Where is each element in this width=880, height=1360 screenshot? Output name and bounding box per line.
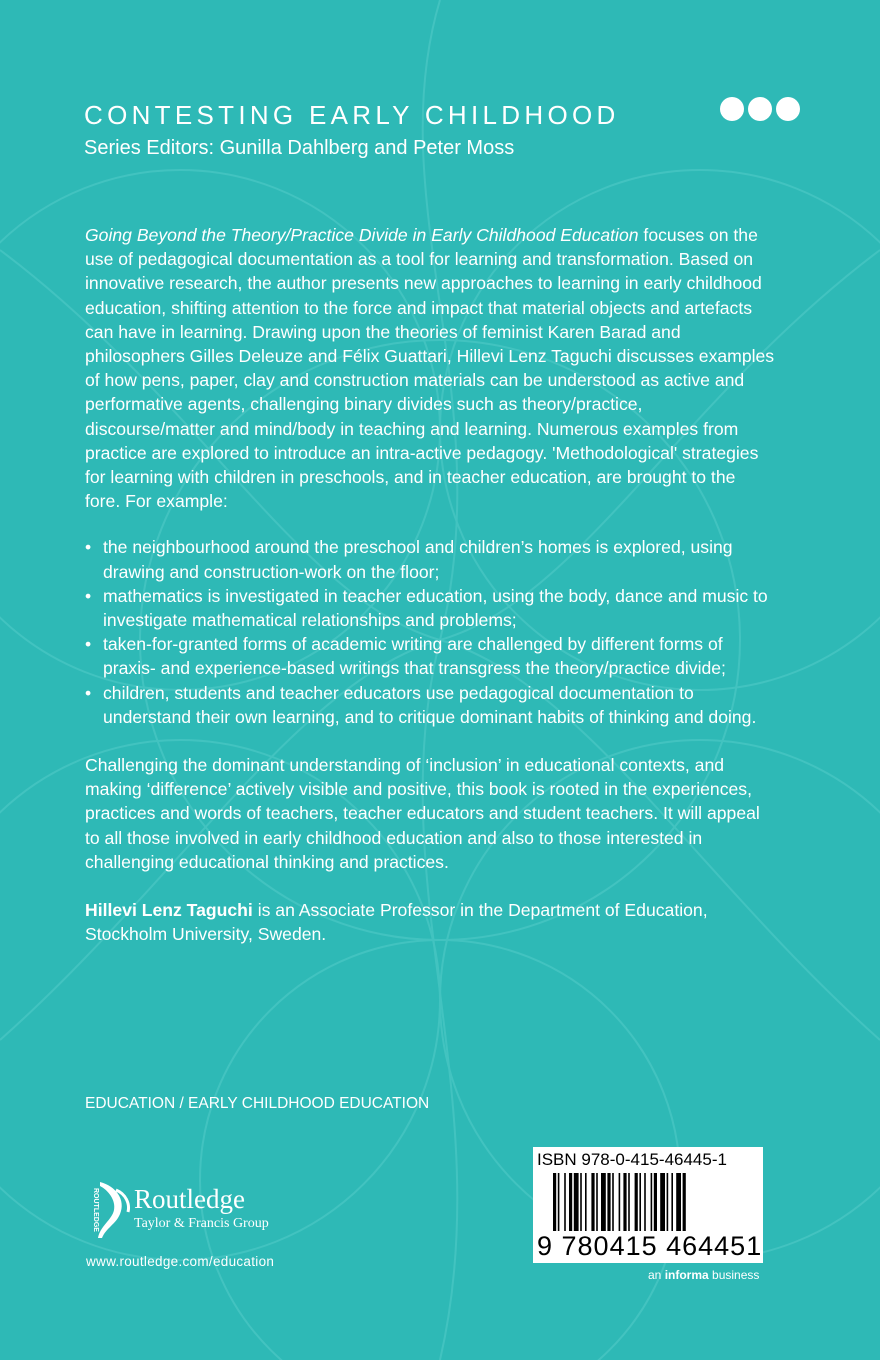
barcode-bar	[676, 1173, 681, 1231]
publisher-name: Routledge	[134, 1184, 245, 1214]
list-item	[85, 681, 775, 729]
book-title: Going Beyond the Theory/Practice Divide in Early Childhood Education	[85, 225, 639, 245]
author-name: Hillevi Lenz Taguchi	[85, 900, 253, 921]
subject-category: EDUCATION / EARLY CHILDHOOD EDUCATION	[85, 1095, 430, 1112]
isbn-barcode	[533, 1147, 763, 1263]
barcode-bar	[585, 1173, 587, 1231]
barcode-bar	[660, 1173, 665, 1231]
series-editors: Series Editors: Gunilla Dahlberg and Peter Moss	[84, 137, 515, 159]
barcode-bar	[619, 1173, 621, 1231]
barcode-bar	[596, 1173, 598, 1231]
series-dot-icon	[776, 97, 800, 121]
barcode-bar	[623, 1173, 626, 1231]
routledge-logo-icon	[86, 1180, 134, 1240]
barcode-bar	[601, 1173, 606, 1231]
list-item-text: mathematics is investigated in teacher education, using the body, dance and music to investigate mathematical relationships and problems;	[103, 585, 768, 631]
list-item-text: children, students and teacher educators use pedagogical documentation to understand their own learning, and to critique dominant habits of thinking and doing.	[103, 682, 757, 727]
barcode-bar	[651, 1173, 653, 1231]
barcode-bar	[654, 1173, 657, 1231]
informa-tagline	[648, 1268, 759, 1282]
list-item	[85, 535, 775, 583]
bullet-icon: •	[85, 537, 92, 558]
barcode-bar	[667, 1173, 669, 1231]
author-bio	[85, 898, 775, 946]
publisher-group: Taylor & Francis Group	[134, 1216, 269, 1231]
barcode-bar	[671, 1173, 673, 1231]
publisher-url: www.routledge.com/education	[86, 1254, 275, 1269]
barcode-bar	[569, 1173, 572, 1231]
series-dot-icon	[720, 97, 744, 121]
example-list	[85, 535, 775, 729]
author-bio-text: is an Associate Professor in the Department of Education, Stockholm University, Sweden.	[85, 900, 708, 945]
barcode-bar	[558, 1173, 560, 1231]
back-cover-body	[85, 223, 775, 946]
list-item-text: the neighbourhood around the preschool and children’s homes is explored, using drawing and construction-work on the floor;	[103, 537, 733, 582]
series-title: CONTESTING EARLY CHILDHOOD	[84, 100, 620, 130]
informa-prefix: an	[648, 1268, 665, 1282]
list-item	[85, 632, 775, 680]
bullet-icon: •	[85, 634, 92, 655]
informa-suffix: business	[708, 1268, 760, 1282]
series-dots	[720, 97, 800, 121]
series-dot-icon	[748, 97, 772, 121]
barcode-bar	[683, 1173, 686, 1231]
publisher-mark-text: ROUTLEDGE	[92, 1188, 99, 1232]
list-item-text: taken-for-granted forms of academic writing are challenged by different forms of praxis- and experience-based writings that transgress the theory/practice divide;	[103, 634, 726, 679]
barcode-bar	[639, 1173, 641, 1231]
blurb-text: focuses on the use of pedagogical documentation as a tool for learning and transformation. Based on innovative research, the author presents new approaches to learning in early childhood education, shifting attention to the force and impact that material objects and artefacts can have in learning. Drawing upon the theories of feminist Karen Barad and philosophers Gilles Deleuze and Félix Guattari, Hillevi Lenz Taguchi discusses examples of how pens, paper, clay and construction materials can be understood as active and performative agents, challenging binary divides such as theory/practice, discourse/matter and mind/body in teaching and learning. Numerous examples from practice are explored to introduce an intra-active pedagogy. 'Methodological' strategies for learning with children in preschools, and in teacher education, are brought to the fore. For example:	[85, 225, 775, 512]
barcode-bar	[564, 1173, 566, 1231]
informa-brand: informa	[664, 1268, 709, 1282]
barcode-digits: 9 780415 464451	[537, 1231, 763, 1261]
barcode-bar	[644, 1173, 646, 1231]
barcode-bars	[553, 1173, 748, 1231]
barcode-bar	[628, 1173, 630, 1231]
bullet-icon: •	[85, 585, 92, 606]
barcode-bar	[580, 1173, 582, 1231]
second-paragraph: Challenging the dominant understanding of ‘inclusion’ in educational contexts, and making ‘difference’ actively visible and positive, this book is rooted in the experiences, practices and words of teachers, teacher educators and student teachers. It will appeal to all those involved in early childhood education and also to those interested in challenging educational thinking and practices.	[85, 755, 760, 872]
barcode-bar	[635, 1173, 638, 1231]
barcode-bar	[607, 1173, 610, 1231]
blurb-paragraph	[85, 223, 775, 513]
list-item	[85, 584, 775, 632]
barcode-bar	[591, 1173, 594, 1231]
barcode-bar	[574, 1173, 579, 1231]
barcode-bar	[612, 1173, 614, 1231]
isbn-number: ISBN 978-0-415-46445-1	[537, 1150, 727, 1169]
bullet-icon: •	[85, 682, 92, 703]
barcode-bar	[553, 1173, 556, 1231]
